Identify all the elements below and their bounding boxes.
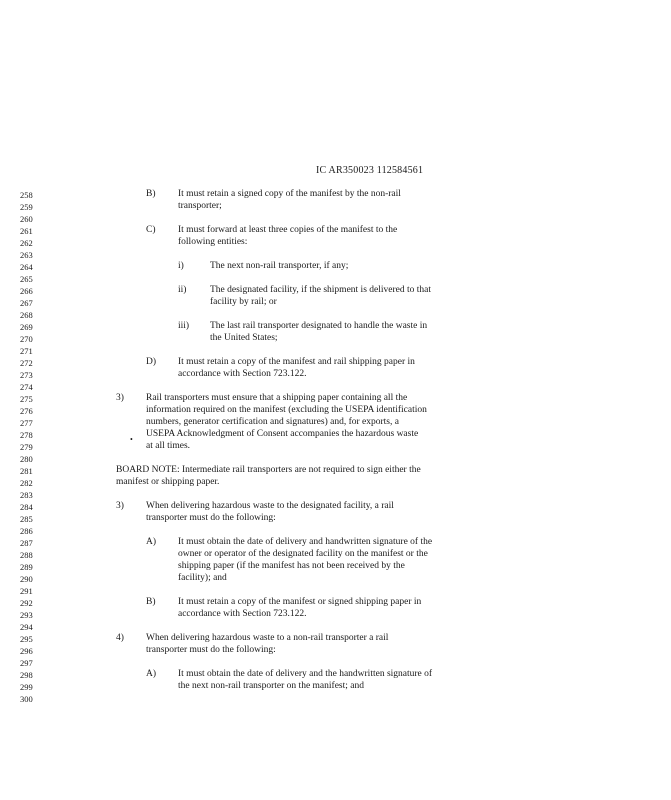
line-number: 260 bbox=[20, 214, 33, 224]
line-number: 280 bbox=[20, 454, 33, 464]
paragraph-line: numbers, generator certification and signatures) and, for exports, a bbox=[146, 417, 399, 427]
item-label-3b: 3) bbox=[116, 501, 124, 511]
line-number: 281 bbox=[20, 466, 33, 476]
line-number: 283 bbox=[20, 490, 33, 500]
paragraph-line: transporter; bbox=[178, 201, 222, 211]
line-number: 266 bbox=[20, 286, 33, 296]
paragraph-line: It must retain a copy of the manifest or signed shipping paper in bbox=[178, 597, 422, 607]
paragraph-line: at all times. bbox=[146, 441, 191, 451]
paragraph-line: The last rail transporter designated to handle the waste in bbox=[210, 321, 428, 331]
line-number: 294 bbox=[20, 622, 33, 632]
board-note-line: BOARD NOTE: Intermediate rail transporters are not required to sign either the bbox=[116, 465, 421, 475]
line-number: 264 bbox=[20, 262, 33, 272]
paragraph-line: transporter must do the following: bbox=[146, 645, 276, 655]
paragraph-line: information required on the manifest (excluding the USEPA identification bbox=[146, 405, 427, 415]
item-label-d: D) bbox=[146, 357, 157, 367]
paragraph-line: It must retain a signed copy of the manifest by the non-rail bbox=[178, 189, 401, 199]
line-number: 287 bbox=[20, 538, 33, 548]
line-number: 288 bbox=[20, 550, 33, 560]
line-number: 275 bbox=[20, 394, 33, 404]
paragraph-line: transporter must do the following: bbox=[146, 513, 276, 523]
paragraph-line: It must retain a copy of the manifest and rail shipping paper in bbox=[178, 357, 415, 367]
line-number: 279 bbox=[20, 442, 33, 452]
paragraph-line: accordance with Section 723.122. bbox=[178, 609, 307, 619]
paragraph-line: owner or operator of the designated facility on the manifest or the bbox=[178, 549, 428, 559]
page-header: IC AR350023 112584561 bbox=[316, 165, 424, 176]
line-number: 265 bbox=[20, 274, 33, 284]
line-number: 274 bbox=[20, 382, 33, 392]
line-number: 284 bbox=[20, 502, 33, 512]
item-label-c-ii: ii) bbox=[178, 285, 187, 295]
paragraph-line: the United States; bbox=[210, 333, 278, 343]
paragraph-line: Rail transporters must ensure that a shipping paper containing all the bbox=[146, 393, 408, 403]
line-number: 296 bbox=[20, 646, 33, 656]
paragraph-line: The next non-rail transporter, if any; bbox=[210, 261, 349, 271]
line-number: 299 bbox=[20, 682, 33, 692]
item-label-c-i: i) bbox=[178, 261, 184, 271]
paragraph-line: facility by rail; or bbox=[210, 297, 277, 307]
paragraph-line: USEPA Acknowledgment of Consent accompanies the hazardous waste bbox=[146, 429, 419, 439]
line-number: 267 bbox=[20, 298, 33, 308]
paragraph-line: the next non-rail transporter on the manifest; and bbox=[178, 681, 364, 691]
line-number: 258 bbox=[20, 190, 33, 200]
line-number: 259 bbox=[20, 202, 33, 212]
line-number: 261 bbox=[20, 226, 33, 236]
line-number: 295 bbox=[20, 634, 33, 644]
line-number: 268 bbox=[20, 310, 33, 320]
paragraph-line: The designated facility, if the shipment is delivered to that bbox=[210, 285, 431, 295]
line-number: 292 bbox=[20, 598, 33, 608]
item-label-3b-a: A) bbox=[146, 537, 157, 547]
paragraph-line: When delivering hazardous waste to a non-rail transporter a rail bbox=[146, 633, 389, 643]
line-number: 262 bbox=[20, 238, 33, 248]
line-number: 272 bbox=[20, 358, 33, 368]
line-number: 282 bbox=[20, 478, 33, 488]
line-number: 273 bbox=[20, 370, 33, 380]
line-number: 263 bbox=[20, 250, 33, 260]
item-label-3: 3) bbox=[116, 393, 124, 403]
margin-bullet-icon: • bbox=[130, 435, 133, 444]
paragraph-line: When delivering hazardous waste to the designated facility, a rail bbox=[146, 501, 394, 511]
line-number: 293 bbox=[20, 610, 33, 620]
paragraph-line: It must obtain the date of delivery and handwritten signature of the bbox=[178, 537, 433, 547]
line-number: 285 bbox=[20, 514, 33, 524]
line-number: 297 bbox=[20, 658, 33, 668]
item-label-c-iii: iii) bbox=[178, 321, 190, 331]
line-number: 290 bbox=[20, 574, 33, 584]
paragraph-line: accordance with Section 723.122. bbox=[178, 369, 307, 379]
line-number: 286 bbox=[20, 526, 33, 536]
item-label-3b-b: B) bbox=[146, 597, 156, 607]
item-label-4-a: A) bbox=[146, 669, 157, 679]
line-number: 276 bbox=[20, 406, 33, 416]
paragraph-line: shipping paper (if the manifest has not been received by the bbox=[178, 561, 405, 571]
item-label-b: B) bbox=[146, 189, 156, 199]
paragraph-line: following entities: bbox=[178, 237, 248, 247]
item-label-4: 4) bbox=[116, 633, 124, 643]
board-note-line: manifest or shipping paper. bbox=[116, 477, 220, 487]
line-number: 289 bbox=[20, 562, 33, 572]
line-number: 269 bbox=[20, 322, 33, 332]
line-number: 278 bbox=[20, 430, 33, 440]
line-number: 298 bbox=[20, 670, 33, 680]
line-number: 271 bbox=[20, 346, 33, 356]
line-number: 291 bbox=[20, 586, 33, 596]
paragraph-line: It must forward at least three copies of the manifest to the bbox=[178, 225, 398, 235]
line-number: 300 bbox=[20, 694, 33, 704]
line-number: 270 bbox=[20, 334, 33, 344]
paragraph-line: It must obtain the date of delivery and the handwritten signature of bbox=[178, 669, 433, 679]
paragraph-line: facility); and bbox=[178, 573, 227, 583]
line-number: 277 bbox=[20, 418, 33, 428]
item-label-c: C) bbox=[146, 225, 156, 235]
